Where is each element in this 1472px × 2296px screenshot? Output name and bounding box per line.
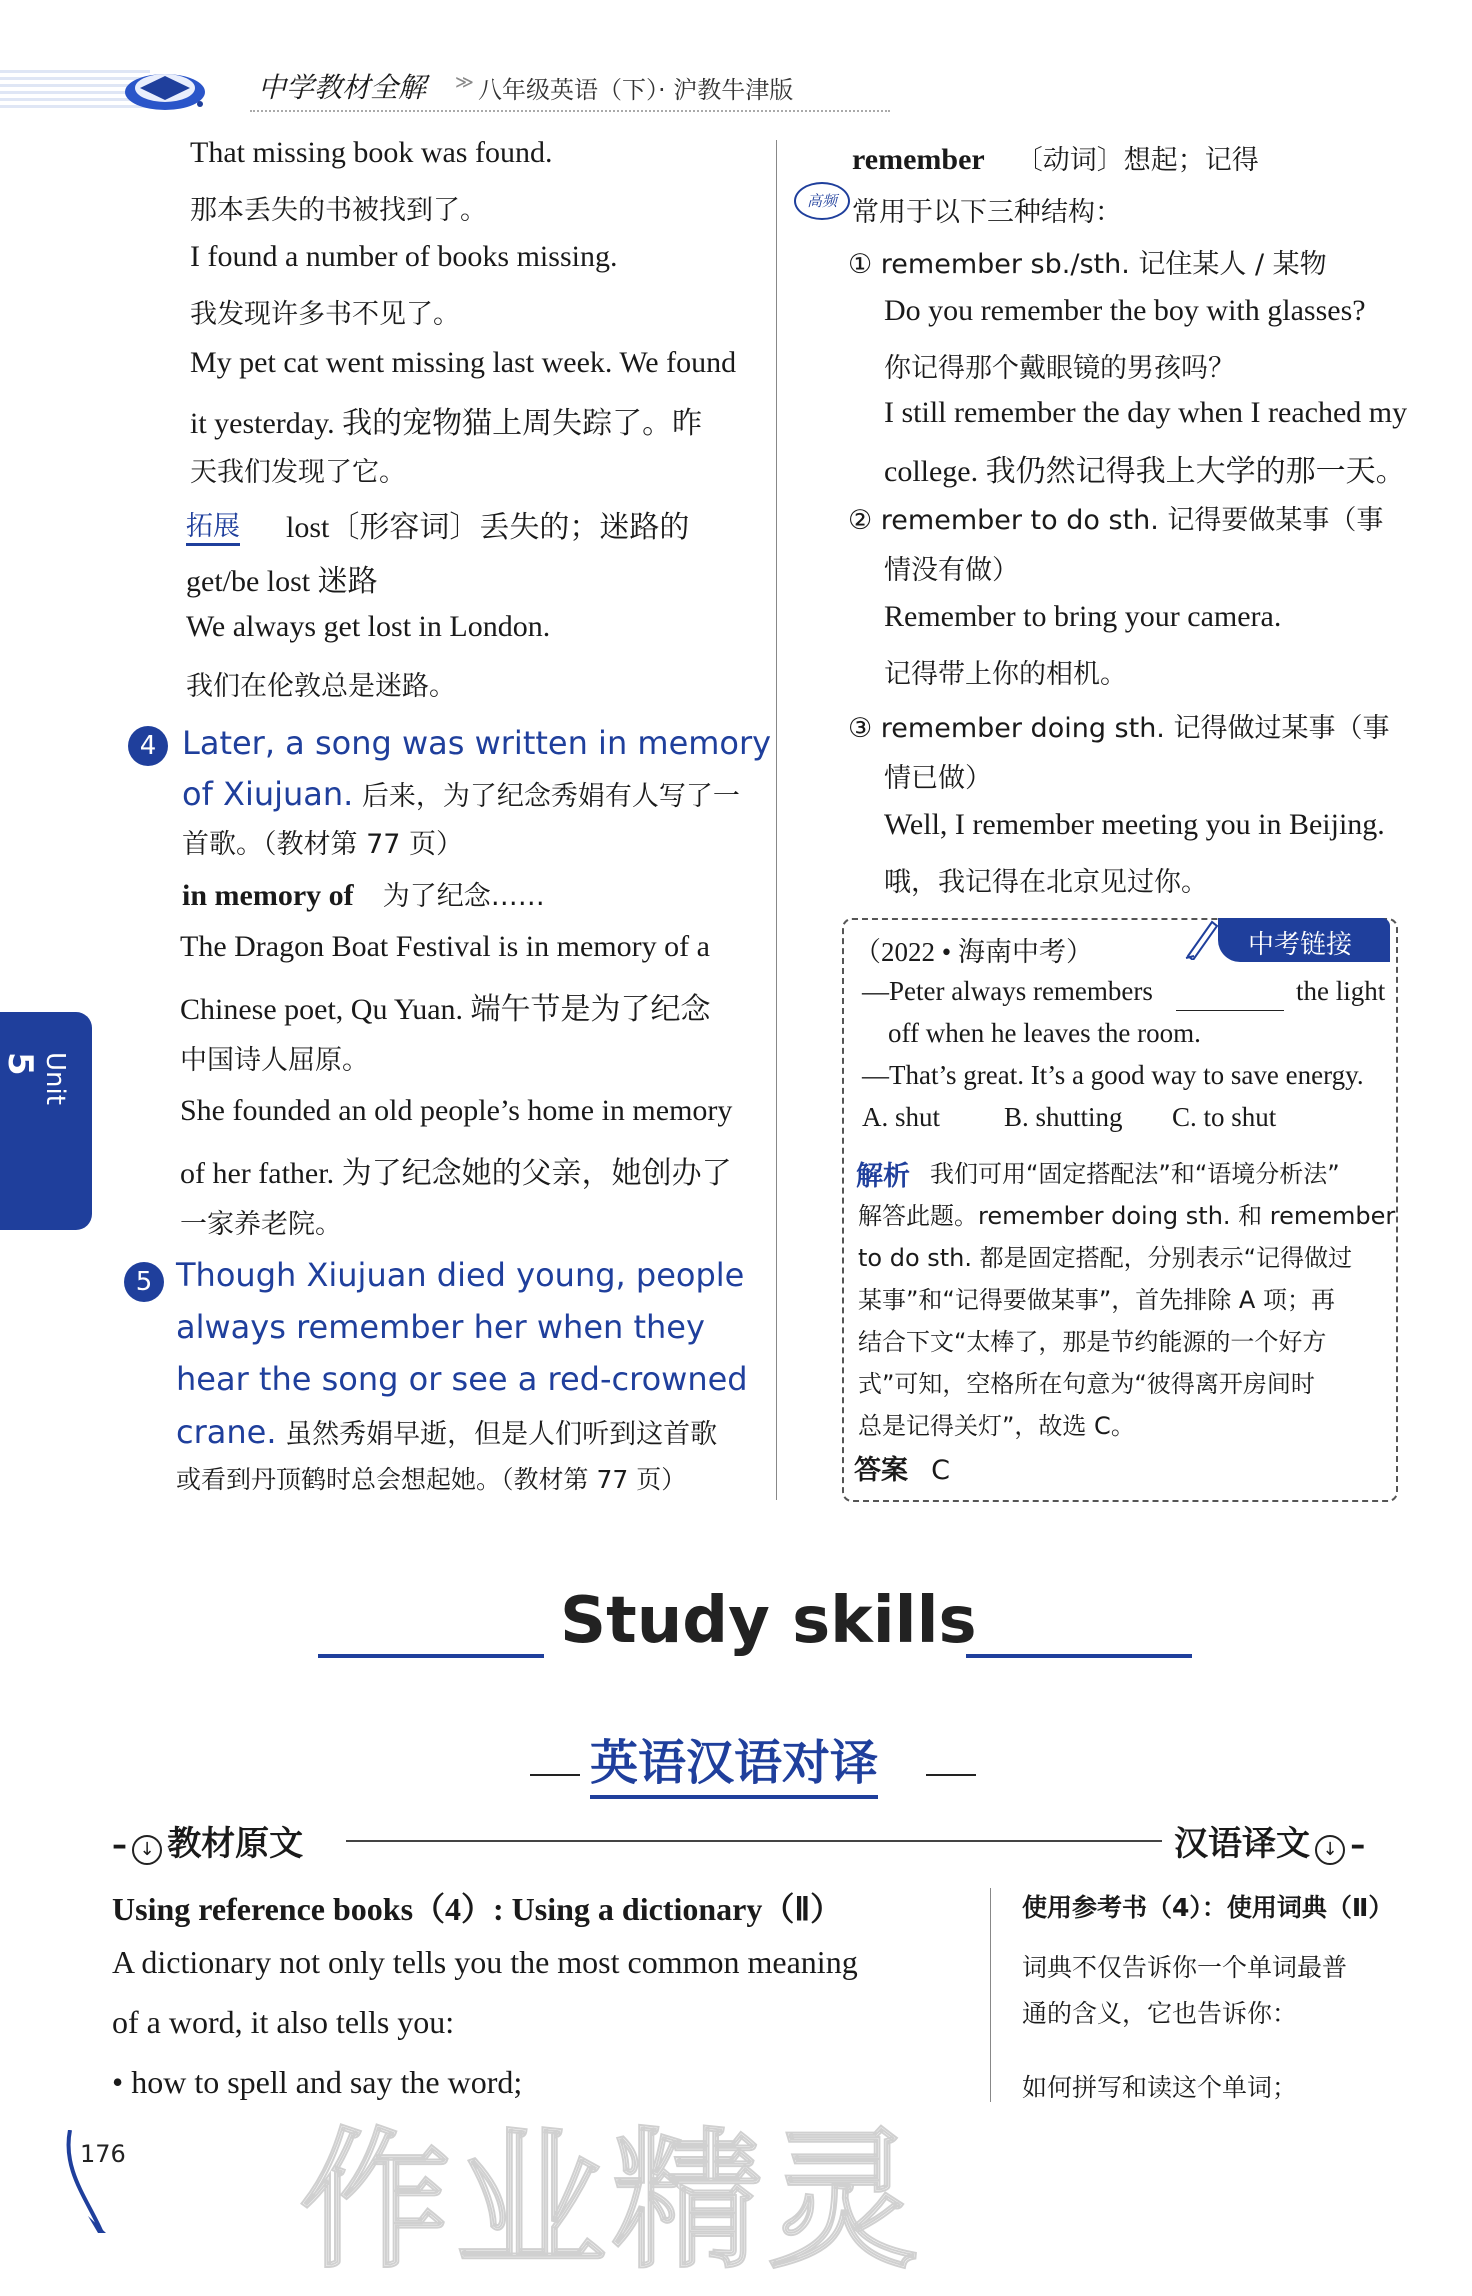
exam-opt-b: B. shutting [1004, 1102, 1123, 1132]
analysis-line-3: 某事”和“记得要做某事”，首先排除 A 项；再 [858, 1286, 1335, 1314]
item4-zh-3: 首歌。（教材第 77 页） [182, 829, 464, 860]
exam-opt-a: A. shut [862, 1102, 941, 1132]
item5-en-4: crane. [176, 1413, 277, 1451]
en-line-2: • how to spell and say the word; [112, 2064, 523, 2100]
page-number: 176 [80, 2140, 126, 2168]
analysis-line-6: 总是记得关灯”，故选 C。 [858, 1412, 1135, 1440]
exam-q2: off when he leaves the room. [888, 1018, 1201, 1048]
right-line-1: Do you remember the boy with glasses? [884, 294, 1366, 327]
right-line-9: ③ remember doing sth. 记得做过某事（事 [848, 713, 1390, 744]
header-dotted-line [250, 110, 890, 112]
study-subtitle: 英语汉语对译 [590, 1724, 878, 1799]
trans-arrow-icon: ↓ [1315, 1835, 1345, 1865]
right-line-0: ① remember sb./sth. 记住某人 / 某物 [848, 249, 1327, 280]
exam-q1b: the light [1296, 976, 1386, 1006]
left-line-5: it yesterday. 我的宠物猫上周失踪了。昨 [190, 407, 703, 440]
zh-heading: 使用参考书（4）：使用词典（Ⅱ） [1022, 1893, 1394, 1922]
left-line-4: My pet cat went missing last week. We found [190, 346, 737, 379]
mem-line-0: The Dragon Boat Festival is in memory of a [180, 930, 710, 963]
header-bar [0, 62, 1472, 122]
right-line-10: 情已做） [884, 763, 992, 794]
translation-divider [990, 1888, 991, 2102]
exam-opt-c: C. to shut [1172, 1102, 1277, 1132]
ext-line-2: We always get lost in London. [186, 610, 551, 643]
study-rule-left [318, 1654, 544, 1658]
item5-line-4 [176, 1412, 717, 1451]
item4-en-1: Later, a song was written in memory [182, 724, 772, 762]
zh-line-1: 通的含义，它也告诉你： [1022, 1999, 1298, 2028]
column-divider [776, 140, 777, 1500]
study-title: Study skills [560, 1584, 977, 1658]
label-connector [346, 1840, 1162, 1842]
right-line-4: college. 我仍然记得我上大学的那一天。 [884, 455, 1406, 488]
orig-arrow-icon: ↓ [132, 1835, 162, 1865]
en-line-0: A dictionary not only tells you the most common meaning [112, 1944, 858, 1980]
right-line-3: I still remember the day when I reached my [884, 396, 1408, 429]
exam-tag: 中考链接 [1218, 918, 1390, 962]
unit-side-tab [0, 1012, 92, 1230]
watermark-text: 作业精灵 [300, 2115, 925, 2289]
header-series: 中学教材全解 [258, 71, 427, 104]
en-line-1: of a word, it also tells you: [112, 2004, 455, 2040]
ext-line-3: 我们在伦敦总是迷路。 [186, 671, 456, 702]
item4-line-2 [182, 774, 740, 813]
mem-line-1: Chinese poet, Qu Yuan. 端午节是为了纪念 [180, 993, 711, 1026]
header-book: 八年级英语（下）· 沪教牛津版 [478, 76, 794, 104]
en-heading: Using reference books（4）: Using a dictionary（Ⅱ） [112, 1891, 843, 1927]
item5-en-2: always remember her when they [176, 1308, 705, 1346]
word-meaning: 〔动词〕想起；记得 [1015, 145, 1259, 176]
right-line-6: 情没有做） [884, 555, 1019, 586]
trans-label-row: 汉语译文 ↓ – [1174, 1824, 1366, 1864]
ext-label: 拓展 [186, 504, 240, 546]
right-line-2: 你记得那个戴眼镜的男孩吗？ [884, 353, 1235, 384]
right-intro: 常用于以下三种结构： [852, 197, 1122, 228]
mem-line-2: 中国诗人屈原。 [180, 1045, 369, 1076]
item5-en-3: hear the song or see a red-crowned [176, 1360, 748, 1398]
word-term: remember [852, 143, 985, 176]
left-line-2: I found a number of books missing. [190, 240, 618, 273]
phrase-term: in memory of [182, 879, 354, 912]
left-line-0: That missing book was found. [190, 136, 553, 169]
mem-line-3: She founded an old people’s home in memory [180, 1094, 733, 1127]
right-line-11: Well, I remember meeting you in Beijing. [884, 808, 1385, 841]
mem-line-5: 一家养老院。 [180, 1209, 342, 1240]
right-line-5: ② remember to do sth. 记得要做某事（事 [848, 505, 1384, 536]
right-line-7: Remember to bring your camera. [884, 600, 1282, 633]
analysis-line-2: to do sth. 都是固定搭配，分别表示“记得做过 [858, 1244, 1353, 1272]
item4-zh-2: 后来，为了纪念秀娟有人写了一 [353, 781, 740, 812]
item5-number: 5 [124, 1262, 164, 1302]
left-line-1: 那本丢失的书被找到了。 [190, 195, 487, 226]
analysis-line-5: 式”可知，空格所在句意为“彼得离开房间时 [858, 1370, 1315, 1398]
item4-en-2: of Xiujuan. [182, 775, 354, 813]
book-logo-icon [120, 62, 210, 114]
left-line-6: 天我们发现了它。 [190, 457, 406, 488]
right-line-8: 记得带上你的相机。 [884, 659, 1127, 690]
header-arrow-icon: ≫ [455, 72, 474, 93]
exam-blank [1176, 1010, 1284, 1011]
item5-zh-5: 或看到丹顶鹤时总会想起她。（教材第 77 页） [176, 1465, 687, 1494]
analysis-line-0: 我们可用“固定搭配法”和“语境分析法” [930, 1160, 1340, 1188]
analysis-label: 解析 [856, 1161, 910, 1192]
item5-en-1: Though Xiujuan died young, people [176, 1256, 745, 1294]
mem-line-4: of her father. 为了纪念她的父亲，她创办了 [180, 1157, 732, 1190]
answer-value: C [931, 1455, 950, 1486]
study-rule-right [966, 1654, 1192, 1658]
ext-line-0: lost〔形容词〕丢失的；迷路的 [286, 511, 690, 544]
orig-label-row: – ↓ 教材原文 [112, 1824, 304, 1864]
unit-label: Unit 5 [0, 1052, 70, 1105]
exam-source: （2022 • 海南中考） [854, 937, 1093, 967]
right-line-12: 哦，我记得在北京见过你。 [884, 867, 1208, 898]
word-line [852, 138, 1259, 177]
answer-line [854, 1448, 950, 1487]
analysis-line-1: 解答此题。remember doing sth. 和 remember [858, 1202, 1396, 1230]
exam-q1a: —Peter always remembers [862, 976, 1153, 1006]
zh-line-0: 词典不仅告诉你一个单词最普 [1022, 1953, 1348, 1982]
left-line-3: 我发现许多书不见了。 [190, 299, 460, 330]
subtitle-rule-right [926, 1774, 976, 1776]
item5-zh-4: 虽然秀娟早逝，但是人们听到这首歌 [276, 1419, 718, 1450]
exam-q3: —That’s great. It’s a good way to save energy. [862, 1060, 1364, 1090]
phrase-meaning: 为了纪念…… [382, 881, 545, 912]
frequency-badge: 高频 [794, 182, 850, 220]
zh-line-2: 如何拼写和读这个单词； [1022, 2073, 1298, 2102]
analysis-line-4: 结合下文“太棒了，那是节约能源的一个好方 [858, 1328, 1327, 1356]
item4-number: 4 [128, 726, 168, 766]
subtitle-rule-left [530, 1774, 580, 1776]
phrase-line [182, 874, 545, 913]
pen-icon [1184, 916, 1220, 964]
ext-line-1: get/be lost 迷路 [186, 565, 378, 598]
answer-label: 答案 [854, 1455, 908, 1486]
